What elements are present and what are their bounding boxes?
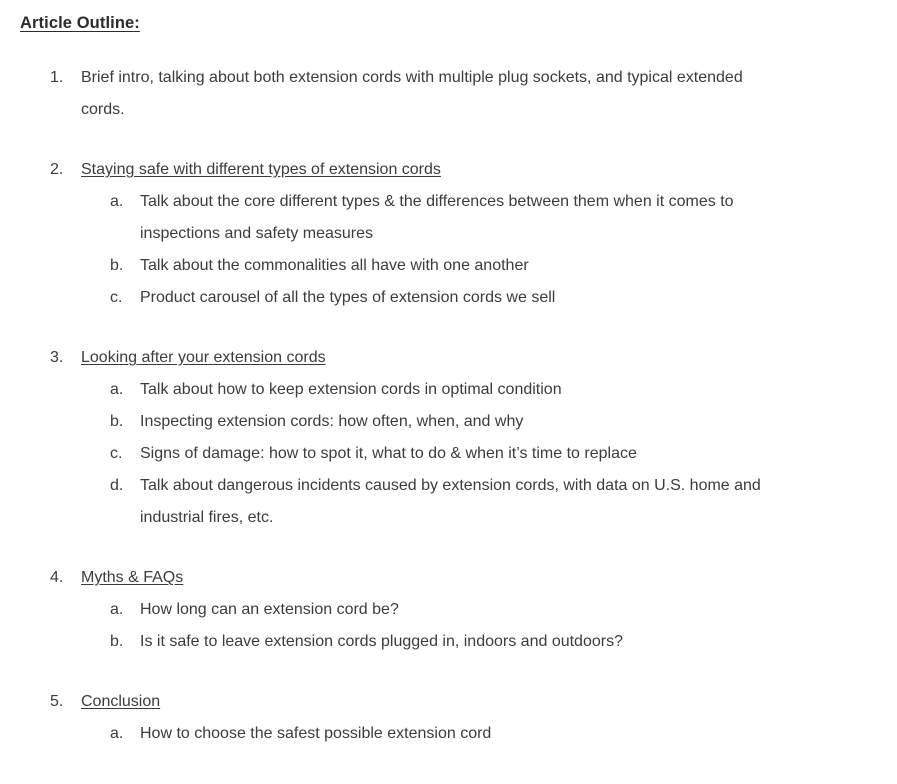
list-marker: b.	[110, 633, 124, 650]
list-item	[0, 438, 897, 470]
outline-sublist	[0, 594, 897, 658]
list-marker: a.	[110, 381, 124, 398]
list-item	[0, 342, 897, 374]
list-item-label: Conclusion	[81, 693, 161, 710]
list-item-text: Signs of damage: how to spot it, what to do & when it’s time to replace	[140, 445, 637, 462]
list-item	[0, 154, 897, 186]
list-item-text	[81, 62, 767, 126]
list-marker: b.	[110, 413, 124, 430]
list-item	[0, 562, 897, 594]
list-item	[0, 718, 897, 750]
list-item	[0, 282, 897, 314]
list-item-label: Staying safe with different types of extension cords	[81, 161, 441, 178]
list-marker: c.	[110, 289, 123, 306]
outline-section	[0, 686, 897, 750]
list-marker: b.	[110, 257, 124, 274]
list-item-text: Talk about the commonalities all have with one another	[140, 257, 529, 274]
list-item-label: Myths & FAQs	[81, 569, 184, 586]
list-marker: a.	[110, 601, 124, 618]
outline-sublist	[0, 374, 897, 534]
list-item-text: Talk about the core different types & the differences between them when it comes to inspections and safety measures	[140, 193, 734, 242]
article-outline-list	[0, 62, 897, 750]
list-item	[0, 186, 897, 250]
list-marker: 4.	[50, 569, 64, 586]
section-heading	[81, 342, 767, 374]
outline-section	[0, 562, 897, 658]
outline-section	[0, 342, 897, 534]
list-item-text: Inspecting extension cords: how often, when, and why	[140, 413, 524, 430]
list-item-label: Brief intro, talking about both extension cords with multiple plug sockets, and typical extended cords.	[81, 69, 743, 118]
list-marker: a.	[110, 725, 124, 742]
section-heading	[81, 562, 767, 594]
list-marker: 2.	[50, 161, 64, 178]
list-marker: a.	[110, 193, 124, 210]
list-item	[0, 250, 897, 282]
outline-section	[0, 62, 897, 126]
list-item	[0, 470, 897, 534]
section-heading	[81, 686, 767, 718]
list-item	[0, 626, 897, 658]
list-item-text: How long can an extension cord be?	[140, 601, 399, 618]
list-item	[0, 374, 897, 406]
list-marker: 1.	[50, 69, 64, 86]
outline-sublist	[0, 186, 897, 314]
page-title: Article Outline:	[20, 14, 140, 32]
list-item	[0, 62, 897, 126]
list-item-label: Looking after your extension cords	[81, 349, 326, 366]
list-item-text: Is it safe to leave extension cords plugged in, indoors and outdoors?	[140, 633, 623, 650]
list-item	[0, 406, 897, 438]
list-item-text: How to choose the safest possible extension cord	[140, 725, 492, 742]
list-marker: 5.	[50, 693, 64, 710]
section-heading	[81, 154, 767, 186]
outline-sublist	[0, 718, 897, 750]
list-marker: c.	[110, 445, 123, 462]
list-item	[0, 594, 897, 626]
list-item-text: Talk about how to keep extension cords in optimal condition	[140, 381, 562, 398]
list-item-text: Product carousel of all the types of extension cords we sell	[140, 289, 556, 306]
list-item	[0, 686, 897, 718]
list-item-text: Talk about dangerous incidents caused by extension cords, with data on U.S. home and industrial fires, etc.	[140, 477, 761, 526]
list-marker: 3.	[50, 349, 64, 366]
list-marker: d.	[110, 477, 124, 494]
outline-section	[0, 154, 897, 314]
